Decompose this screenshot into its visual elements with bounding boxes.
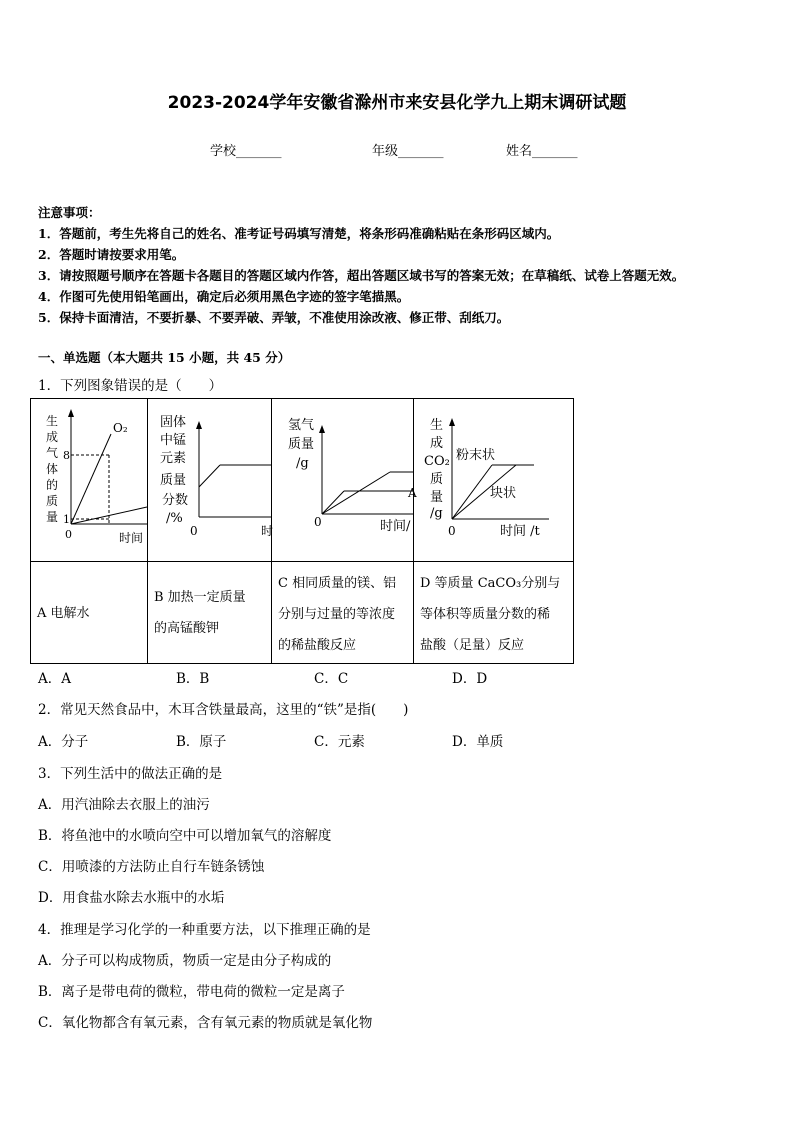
q3-option: B．将鱼池中的水喷向空中可以增加氧气的溶解度 <box>38 828 332 844</box>
q2-option-b: B．原子 <box>176 734 227 750</box>
graph-c-cell <box>272 399 417 562</box>
caption-d-cell <box>414 562 574 664</box>
graph-b-ylabel: 质量 <box>160 473 187 488</box>
graph-b-ylabel: 固体 <box>160 415 187 430</box>
graph-c-ylabel: 质量 <box>288 437 315 452</box>
graph-b-ylabel: 分数 <box>162 493 189 508</box>
q3-option: A．用汽油除去衣服上的油污 <box>38 797 210 813</box>
graph-b <box>148 399 274 557</box>
caption-a: A 电解水 <box>37 606 90 621</box>
graph-c-ylabel: /g <box>296 456 309 471</box>
q2-stem: 2．常见天然食品中，木耳含铁量最高，这里的“铁”是指( ) <box>38 702 409 718</box>
q1-figure-table <box>30 398 574 664</box>
graph-d-ylabel: /g <box>430 506 443 521</box>
note-item: 5．保持卡面清洁，不要折暴、不要弄破、弄皱，不准使用涂改液、修正带、刮纸刀。 <box>38 310 510 325</box>
graph-c <box>272 399 417 557</box>
grade-field: 年级_______ <box>372 144 444 159</box>
graph-a-origin: 0 <box>65 528 72 541</box>
graph-c-curve-al <box>322 472 390 514</box>
q1-option-c: C．C <box>314 671 349 687</box>
graph-d-ylabel: 量 <box>430 490 444 505</box>
q3-option: C．用喷漆的方法防止自行车链条锈蚀 <box>38 859 265 875</box>
note-item: 3．请按照题号顺序在答题卡各题目的答题区域内作答，超出答题区域书写的答案无效；在草稿纸、试卷上答题无效。 <box>38 268 685 283</box>
graph-c-ylabel: 氢气 <box>288 418 315 433</box>
graph-d-y-arrow <box>449 418 455 426</box>
graph-a-ylabel: 量 <box>46 510 59 524</box>
q2-option-d: D．单质 <box>452 734 504 750</box>
graph-d-ylabel: 质 <box>430 472 444 487</box>
note-item: 1．答题前，考生先将自己的姓名、准考证号码填写清楚，将条形码准确粘贴在条形码区域内。 <box>38 226 560 241</box>
graph-d-origin: 0 <box>448 524 456 538</box>
q1-stem: 1．下列图象错误的是（ ） <box>38 378 223 394</box>
graph-a-o2-line <box>71 434 111 524</box>
graph-b-xlabel: 时 <box>261 524 274 538</box>
graph-c-series-label: A <box>408 486 417 500</box>
exam-title: 2023-2024学年安徽省滁州市来安县化学九上期末调研试题 <box>167 93 627 113</box>
note-item: 4．作图可先使用铅笔画出，确定后必须用黑色字迹的签字笔描黑。 <box>38 289 410 304</box>
graph-d-series-label: 块状 <box>490 486 517 501</box>
q1-option-b: B．B <box>176 671 210 687</box>
graph-a-ylabel: 生 <box>46 414 59 428</box>
caption-c-cell <box>272 562 414 664</box>
q4-option: A．分子可以构成物质，物质一定是由分子构成的 <box>38 953 332 969</box>
graph-a-y-arrow <box>68 409 74 417</box>
graph-c-y-arrow <box>319 425 325 433</box>
school-field: 学校_______ <box>210 144 282 159</box>
caption-b-line: 的高锰酸钾 <box>154 621 220 636</box>
graph-a-ylabel: 成 <box>46 430 59 444</box>
graph-d-ylabel: 成 <box>430 436 444 451</box>
note-item: 2．答题时请按要求用笔。 <box>38 247 185 262</box>
graph-d-series-label: 粉末状 <box>456 448 496 463</box>
graph-b-y-arrow <box>196 421 202 429</box>
q2-option-a: A．分子 <box>38 734 89 750</box>
caption-a-cell <box>31 562 148 664</box>
graph-b-origin: 0 <box>190 524 198 538</box>
q4-stem: 4．推理是学习化学的一种重要方法，以下推理正确的是 <box>38 922 371 938</box>
graph-a-cell <box>31 399 148 562</box>
caption-c-line: 分别与过量的等浓度 <box>278 607 396 622</box>
graph-a-ylabel: 质 <box>46 494 59 508</box>
caption-b-line: B 加热一定质量 <box>154 590 246 605</box>
graph-d-curve-powder <box>452 465 492 519</box>
graph-d-cell <box>414 399 574 562</box>
graph-a-ylabel: 的 <box>46 478 59 492</box>
graph-a-xlabel: 时间 <box>119 531 144 545</box>
caption-d-line: 盐酸（足量）反应 <box>420 638 525 653</box>
caption-c-line: 的稀盐酸反应 <box>278 638 357 653</box>
graph-b-ylabel: 元素 <box>160 451 187 466</box>
caption-d-line: 等体积等质量分数的稀 <box>420 607 551 622</box>
q4-option: C．氧化物都含有氧元素，含有氧元素的物质就是氧化物 <box>38 1015 373 1031</box>
q3-stem: 3．下列生活中的做法正确的是 <box>38 766 223 782</box>
graph-a-tick: 8 <box>63 449 70 462</box>
graph-a-ylabel: 气 <box>46 446 59 460</box>
caption-d-line: D 等质量 CaCO₃分别与 <box>420 576 561 591</box>
graph-b-ylabel: /% <box>166 511 183 526</box>
notes-heading: 注意事项： <box>38 205 101 220</box>
caption-b-cell <box>148 562 272 664</box>
name-field: 姓名_______ <box>506 144 578 159</box>
graph-a-tick: 1 <box>63 513 70 526</box>
section-heading: 一、单选题（本大题共 15 小题，共 45 分） <box>38 350 291 365</box>
graph-d <box>414 399 573 557</box>
q1-option-a: A．A <box>38 671 71 687</box>
graph-a-ylabel: 体 <box>46 462 59 476</box>
q4-option: B．离子是带电荷的微粒，带电荷的微粒一定是离子 <box>38 984 345 1000</box>
graph-d-ylabel: CO₂ <box>424 454 450 469</box>
q1-option-d: D．D <box>452 671 488 687</box>
q3-option: D．用食盐水除去水瓶中的水垢 <box>38 890 225 906</box>
caption-c-line: C 相同质量的镁、铝 <box>278 576 397 591</box>
graph-b-cell <box>148 399 272 562</box>
graph-c-xlabel: 时间/ <box>380 519 411 534</box>
graph-a-series-label: O₂ <box>113 421 128 435</box>
graph-a <box>31 399 147 557</box>
graph-c-origin: 0 <box>314 515 322 529</box>
graph-b-ylabel: 中锰 <box>160 433 187 448</box>
graph-d-ylabel: 生 <box>430 418 444 433</box>
graph-d-xlabel: 时间 /t <box>500 524 540 539</box>
q2-option-c: C．元素 <box>314 734 365 750</box>
graph-b-curve <box>199 465 220 487</box>
